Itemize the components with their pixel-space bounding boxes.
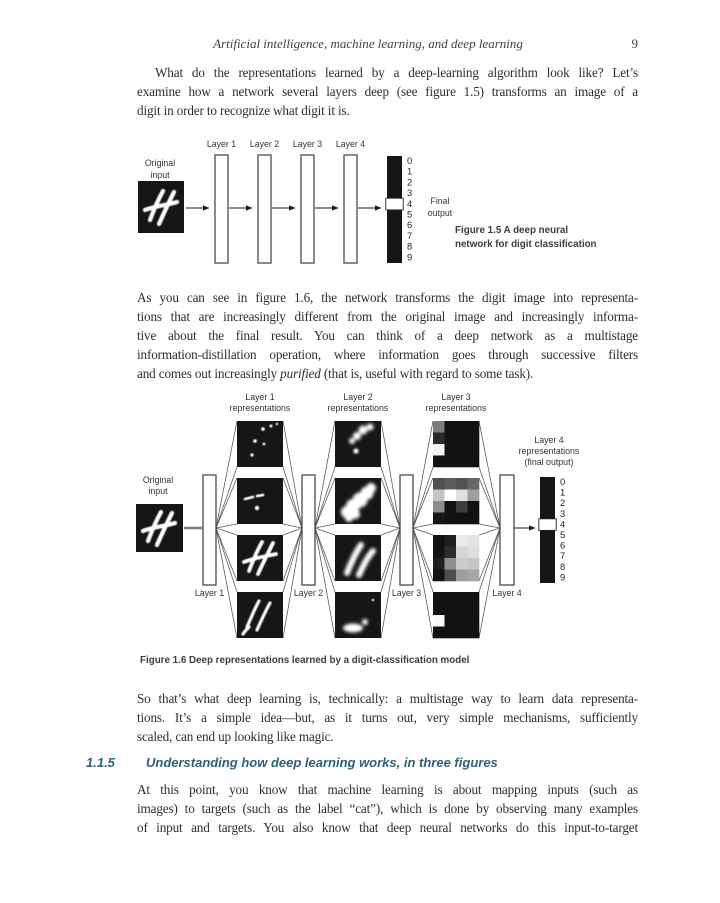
layer-bar <box>400 475 413 585</box>
text-line: So that’s what deep learning is, technically: a multistage way to learn data representa- <box>137 691 638 706</box>
layer3-grid-image <box>433 421 479 467</box>
running-header-title: Artificial intelligence, machine learning, and deep learning <box>213 36 523 51</box>
layer-label: Layer 4 <box>492 588 522 598</box>
text-line: tions that are increasingly different from the original image and increasingly informa- <box>137 309 638 324</box>
layer-label: Layer 2 <box>293 588 324 598</box>
figure-1-5 <box>0 133 720 293</box>
output-digit-list <box>560 476 565 582</box>
rep-column-label: representations <box>327 403 389 413</box>
rep-column-label: Layer 3 <box>441 392 471 402</box>
layer-bar <box>258 155 271 263</box>
svg-text:8: 8 <box>407 240 413 252</box>
layer-label: Layer 3 <box>391 588 422 598</box>
svg-text:0: 0 <box>407 155 413 166</box>
layer3-grid-image <box>433 535 479 581</box>
paragraph-4 <box>137 780 638 837</box>
text-line: and comes out increasingly purified (that is, useful with regard to some task). <box>137 366 534 381</box>
svg-text:9: 9 <box>407 251 413 263</box>
text-line: examine how a network several layers deep (see figure 1.5) transforms an image of a <box>137 84 638 99</box>
layer-bar <box>203 475 216 585</box>
original-input-label: Original <box>144 158 176 168</box>
text-line: tive about the final result. You can think of a deep network as a multistage <box>137 328 638 343</box>
svg-text:9: 9 <box>560 571 566 583</box>
figure-1-5-caption: network for digit classification <box>455 239 597 250</box>
layer4-output-label: representations <box>518 446 580 456</box>
svg-text:1: 1 <box>407 165 413 177</box>
layer-bar <box>215 155 228 263</box>
rep-column-label: Layer 2 <box>343 392 373 402</box>
original-input-label: input <box>150 170 170 180</box>
figure-1-6 <box>0 386 720 670</box>
input-digit-image <box>136 504 183 552</box>
section-title: Understanding how deep learning works, in three figures <box>146 755 498 770</box>
layer-bar <box>500 475 514 585</box>
layer2-representation-images <box>335 421 381 638</box>
svg-text:4: 4 <box>560 518 566 530</box>
svg-text:2: 2 <box>407 176 413 188</box>
original-input-label: input <box>148 486 168 496</box>
layer-label: Layer 2 <box>249 139 280 149</box>
paragraph-2 <box>137 288 638 383</box>
text-line: scaled, can end up looking like magic. <box>137 729 334 744</box>
svg-text:2: 2 <box>560 497 566 509</box>
highlighted-output-cell <box>386 198 403 210</box>
text-line: As you can see in figure 1.6, the network transforms the digit image into representa- <box>137 290 638 305</box>
final-output-label: output <box>427 208 453 218</box>
rep-column-label: representations <box>229 403 291 413</box>
text-line: tions. It’s a simple idea—but, as it turns out, very simple mechanisms, sufficiently <box>137 710 638 725</box>
layer4-output-label: Layer 4 <box>534 435 564 445</box>
svg-text:8: 8 <box>560 560 566 572</box>
svg-text:3: 3 <box>560 507 566 519</box>
svg-text:6: 6 <box>407 219 413 231</box>
svg-text:4: 4 <box>407 197 413 209</box>
layer-bar <box>302 475 315 585</box>
svg-text:1: 1 <box>560 486 566 498</box>
svg-text:7: 7 <box>560 550 566 562</box>
text-line: digit in order to recognize what digit it is. <box>137 103 350 118</box>
original-input-label: Original <box>142 475 174 485</box>
layer-label: Layer 1 <box>206 139 237 149</box>
final-output-label: Final <box>430 196 450 206</box>
layer-bar <box>344 155 357 263</box>
paragraph-3 <box>137 689 638 746</box>
rep-column-label: representations <box>425 403 487 413</box>
rep-column-label: Layer 1 <box>245 392 275 402</box>
layer3-grid-image <box>433 592 479 638</box>
text-line: At this point, you know that machine learning is about mapping inputs (such as <box>137 782 638 797</box>
figure-1-6-caption: Figure 1.6 Deep representations learned by a digit-classification model <box>140 655 470 666</box>
svg-text:5: 5 <box>407 208 413 220</box>
svg-text:7: 7 <box>407 229 413 241</box>
text-line: What do the representations learned by a deep-learning algorithm look like? Let’s <box>155 65 638 80</box>
output-digit-list <box>407 155 412 262</box>
svg-text:3: 3 <box>407 187 413 199</box>
paragraph-1 <box>137 63 638 120</box>
figure-1-5-caption: Figure 1.5 A deep neural <box>455 225 569 236</box>
layer-label: Layer 1 <box>194 588 225 598</box>
svg-text:0: 0 <box>560 476 566 487</box>
input-digit-image <box>138 181 184 233</box>
text-line: of input and targets. You also know that deep neural networks do this input-to-target <box>137 820 638 835</box>
svg-text:6: 6 <box>560 539 566 551</box>
layer-label: Layer 3 <box>292 139 323 149</box>
text-line: information-distillation operation, where information goes through successive filters <box>137 347 638 362</box>
page-number: 9 <box>631 36 638 51</box>
layer3-grid-image <box>433 478 479 524</box>
text-line: images) to targets (such as the label “cat”), which is done by observing many examples <box>137 801 638 816</box>
section-number: 1.1.5 <box>86 755 115 770</box>
svg-text:5: 5 <box>560 529 566 540</box>
layer4-output-label: (final output) <box>524 457 574 467</box>
layer-bar <box>301 155 314 263</box>
highlighted-output-cell <box>539 519 556 531</box>
layer-label: Layer 4 <box>335 139 366 149</box>
layer1-representation-images <box>237 421 283 638</box>
